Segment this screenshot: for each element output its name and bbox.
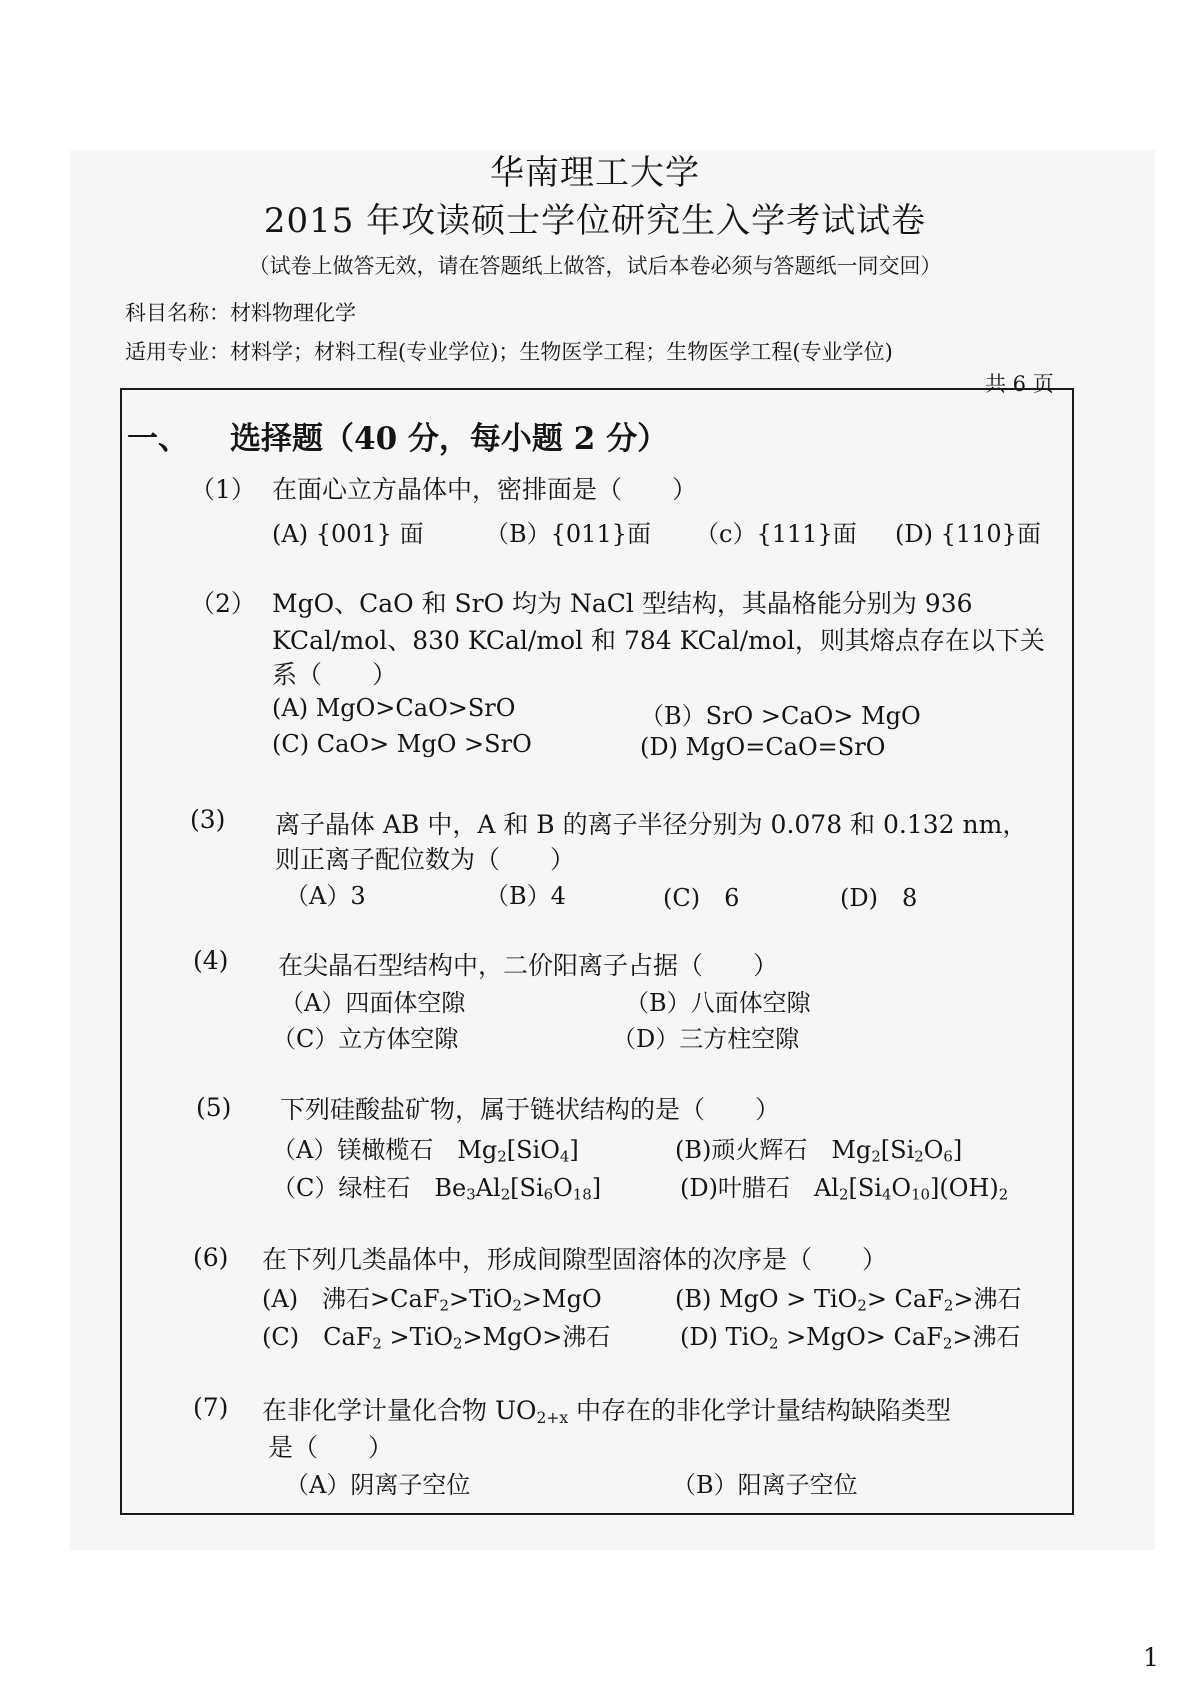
question-3-option-c: (C) 6 bbox=[663, 884, 740, 912]
question-6-option-c: (C) CaF$_2$ >TiO$_2$>MgO>沸石 bbox=[262, 1323, 611, 1353]
page-number: 1 bbox=[1143, 1643, 1159, 1672]
question-4-number: (4) bbox=[193, 946, 229, 975]
question-5-option-c: （C）绿柱石 $Be_3Al_2[Si_6O_{18}]$ bbox=[272, 1174, 602, 1204]
question-1-text: 在面心立方晶体中，密排面是（ ） bbox=[272, 475, 698, 504]
question-3-option-a: （A）3 bbox=[285, 882, 366, 910]
question-3-text-line-1: 离子晶体 AB 中，A 和 B 的离子半径分别为 0.078 和 0.132 nm， bbox=[275, 810, 1028, 839]
university-name: 华南理工大学 bbox=[490, 153, 700, 193]
question-1-option-a: (A) {001} 面 bbox=[272, 520, 424, 548]
exam-notice: （试卷上做答无效，请在答题纸上做答，试后本卷必须与答题纸一同交回） bbox=[248, 254, 942, 278]
subject-name: 科目名称：材料物理化学 bbox=[125, 301, 356, 325]
question-2-option-a: (A) MgO>CaO>SrO bbox=[272, 694, 516, 722]
question-3-text-line-2: 则正离子配位数为（ ） bbox=[275, 845, 576, 874]
question-4-option-d: （D）三方柱空隙 bbox=[612, 1025, 800, 1053]
question-7-number: (7) bbox=[193, 1393, 229, 1422]
question-2-number: （2） bbox=[190, 589, 256, 618]
question-3-option-d: (D) 8 bbox=[840, 884, 918, 912]
section-number: 一、 bbox=[127, 421, 189, 457]
question-2-text-line-3: 系（ ） bbox=[272, 660, 398, 689]
question-1-number: （1） bbox=[190, 475, 256, 504]
question-4-option-b: （B）八面体空隙 bbox=[625, 989, 811, 1017]
question-1-option-c: （c）{111}面 bbox=[695, 520, 857, 548]
question-4-option-a: （A）四面体空隙 bbox=[280, 989, 466, 1017]
question-6-option-b: (B) MgO > TiO$_2$> CaF$_2$>沸石 bbox=[675, 1285, 1022, 1315]
question-5-option-a: （A）镁橄榄石 $Mg_2[SiO_4]$ bbox=[272, 1136, 579, 1166]
question-1-option-d: (D) {110}面 bbox=[895, 520, 1041, 548]
question-1-option-b: （B）{011}面 bbox=[485, 520, 651, 548]
question-6-number: (6) bbox=[193, 1243, 229, 1272]
question-2-option-c: (C) CaO> MgO >SrO bbox=[272, 730, 532, 758]
question-7-text-line-2: 是（ ） bbox=[268, 1433, 394, 1462]
question-2-option-b: （B）SrO >CaO> MgO bbox=[640, 702, 921, 730]
question-4-option-c: （C）立方体空隙 bbox=[272, 1025, 459, 1053]
question-2-text-line-2: KCal/mol、830 KCal/mol 和 784 KCal/mol，则其熔点存在以下关 bbox=[272, 626, 1045, 655]
question-2-option-d: (D) MgO=CaO=SrO bbox=[640, 733, 886, 761]
section-title: 选择题（40 分，每小题 2 分） bbox=[230, 421, 669, 457]
question-3-number: (3) bbox=[190, 805, 226, 834]
exam-title: 2015 年攻读硕士学位研究生入学考试试卷 bbox=[263, 201, 927, 241]
question-2-text-line-1: MgO、CaO 和 SrO 均为 NaCl 型结构，其晶格能分别为 936 bbox=[272, 589, 973, 618]
question-5-option-b: (B)顽火辉石 $Mg_2[Si_2O_6]$ bbox=[675, 1136, 963, 1166]
question-7-text-line-1: 在非化学计量化合物 $UO_{2+x}$ 中存在的非化学计量结构缺陷类型 bbox=[262, 1396, 952, 1427]
question-3-option-b: （B）4 bbox=[485, 882, 566, 910]
question-4-text: 在尖晶石型结构中，二价阳离子占据（ ） bbox=[278, 951, 779, 980]
question-6-text: 在下列几类晶体中，形成间隙型固溶体的次序是（ ） bbox=[262, 1245, 888, 1274]
total-pages: 共 6 页 bbox=[985, 372, 1054, 396]
question-7-option-a: （A）阴离子空位 bbox=[285, 1471, 471, 1499]
question-7-option-b: （B）阳离子空位 bbox=[672, 1471, 858, 1499]
question-5-number: (5) bbox=[196, 1093, 232, 1122]
question-6-option-a: (A) 沸石>CaF$_2$>TiO$_2$>MgO bbox=[262, 1285, 602, 1315]
question-5-option-d: (D)叶腊石 $Al_2[Si_4O_{10}](OH)_2$ bbox=[680, 1174, 1009, 1204]
question-6-option-d: (D) TiO$_2$ >MgO> CaF$_2$>沸石 bbox=[680, 1323, 1021, 1353]
question-5-text: 下列硅酸盐矿物，属于链状结构的是（ ） bbox=[280, 1095, 781, 1124]
applicable-majors: 适用专业：材料学；材料工程(专业学位)；生物医学工程；生物医学工程(专业学位) bbox=[125, 340, 893, 364]
